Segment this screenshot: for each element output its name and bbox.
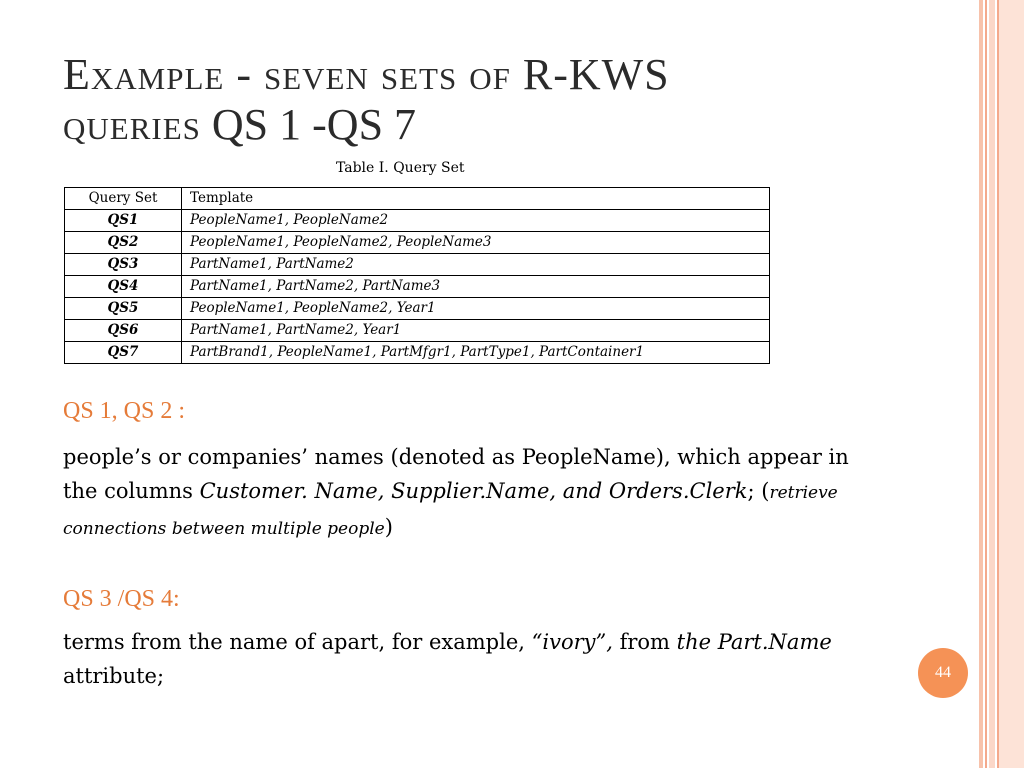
query-set-cell: QS3 bbox=[65, 254, 182, 276]
table-caption: Table I. Query Set bbox=[336, 160, 465, 176]
query-set-cell: QS1 bbox=[65, 210, 182, 232]
table-row bbox=[65, 254, 770, 276]
table-row bbox=[65, 320, 770, 342]
template-cell: PeopleName1, PeopleName2, PeopleName3 bbox=[182, 232, 770, 254]
template-cell: PartName1, PartName2, PartName3 bbox=[182, 276, 770, 298]
table-row bbox=[65, 298, 770, 320]
section-2-body bbox=[63, 625, 863, 693]
section-2-attribute: the Part.Name bbox=[676, 630, 832, 654]
section-2-text-c: from bbox=[612, 630, 677, 654]
template-cell: PartName1, PartName2, Year1 bbox=[182, 320, 770, 342]
title-line-2-prefix: queries bbox=[63, 100, 201, 149]
header-query-set: Query Set bbox=[65, 188, 182, 210]
template-cell: PeopleName1, PeopleName2 bbox=[182, 210, 770, 232]
template-cell: PeopleName1, PeopleName2, Year1 bbox=[182, 298, 770, 320]
query-set-cell: QS6 bbox=[65, 320, 182, 342]
section-2-text-a: terms from the name of apart, for example, bbox=[63, 630, 532, 654]
header-template: Template bbox=[182, 188, 770, 210]
table-row bbox=[65, 276, 770, 298]
query-set-cell: QS4 bbox=[65, 276, 182, 298]
section-1-columns: Customer. Name, Supplier.Name, and Orders.Clerk bbox=[199, 479, 748, 503]
title-line-1: Example - seven sets of R-KWS bbox=[63, 50, 670, 99]
table-row bbox=[65, 232, 770, 254]
decor-stripe-2 bbox=[985, 0, 987, 768]
query-set-cell: QS5 bbox=[65, 298, 182, 320]
page-number-badge: 44 bbox=[918, 648, 968, 698]
section-2-heading: QS 3 /QS 4: bbox=[63, 586, 180, 612]
template-cell: PartBrand1, PeopleName1, PartMfgr1, PartType1, PartContainer1 bbox=[182, 342, 770, 364]
table-row bbox=[65, 342, 770, 364]
slide-title bbox=[63, 50, 943, 150]
section-1-body bbox=[63, 440, 863, 546]
section-2-example: “ivory”, bbox=[531, 630, 613, 654]
section-1-note: retrieve connections between multiple people bbox=[63, 483, 838, 539]
query-set-table bbox=[64, 187, 770, 364]
section-1-text-a: people’s or companies’ names (denoted as PeopleName), which appear in the columns bbox=[63, 445, 849, 503]
table-header-row bbox=[65, 188, 770, 210]
decor-stripe-1 bbox=[979, 0, 983, 768]
decor-stripe-4 bbox=[997, 0, 1024, 768]
section-1-text-c: ; ( bbox=[747, 479, 770, 503]
section-1-heading: QS 1, QS 2 : bbox=[63, 398, 186, 424]
template-cell: PartName1, PartName2 bbox=[182, 254, 770, 276]
section-1-text-e: ) bbox=[384, 515, 393, 539]
query-set-cell: QS2 bbox=[65, 232, 182, 254]
query-set-cell: QS7 bbox=[65, 342, 182, 364]
decor-stripe-3 bbox=[989, 0, 995, 768]
title-line-2-suffix: QS 1 -QS 7 bbox=[211, 100, 417, 149]
table-row bbox=[65, 210, 770, 232]
section-2-text-e: attribute; bbox=[63, 664, 165, 688]
